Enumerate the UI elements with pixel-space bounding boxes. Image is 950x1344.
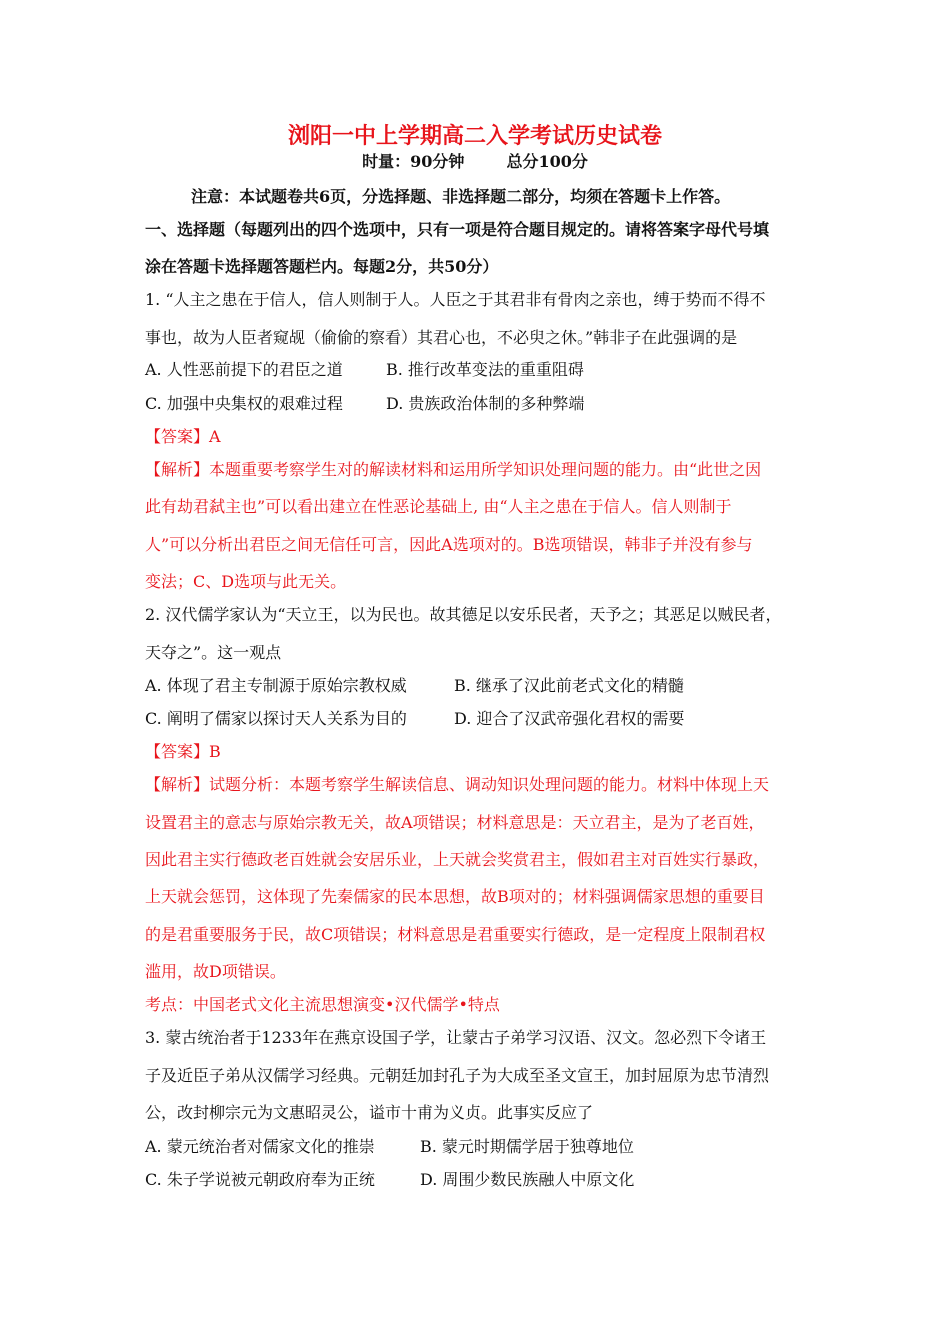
q1-option-d: D. 贵族政治体制的多种弊端 xyxy=(386,394,585,413)
exam-notice: 注意：本试题卷共6页，分选择题、非选择题二部分，均须在答题卡上作答。 xyxy=(191,187,731,206)
q2-options-row1 xyxy=(145,676,684,696)
q2-option-b: B. 继承了汉此前老式文化的精髓 xyxy=(454,676,684,695)
q2-analysis-line2: 设置君主的意志与原始宗教无关，故A项错误；材料意思是：天立君主，是为了老百姓， xyxy=(145,813,765,832)
q1-option-a: A. 人性恶前提下的君臣之道 xyxy=(145,360,343,379)
section-heading-line2: 涂在答题卡选择题答题栏内。每题2分，共50分） xyxy=(145,257,499,276)
q2-option-c: C. 阐明了儒家以探讨天人关系为目的 xyxy=(145,709,407,728)
q3-stem-line3: 公，改封柳宗元为文惠昭灵公，谥市十甫为义贞。此事实反应了 xyxy=(145,1103,594,1122)
q3-option-a: A. 蒙元统治者对儒家文化的推崇 xyxy=(145,1137,375,1156)
q1-analysis-line2: 此有劫君弑主也”可以看出建立在性恶论基础上, 由“人主之患在于信人。信人则制于 xyxy=(145,497,732,516)
exam-meta xyxy=(0,152,950,172)
q2-stem-line1: 2. 汉代儒学家认为“天立王，以为民也。故其德足以安乐民者，天予之；其恶足以贼民者， xyxy=(145,605,782,624)
q3-options-row1 xyxy=(145,1137,634,1157)
q1-option-c: C. 加强中央集权的艰难过程 xyxy=(145,394,343,413)
section-heading-line1: 一、选择题（每题列出的四个选项中，只有一项是符合题目规定的。请将答案字母代号填 xyxy=(145,220,770,239)
q2-analysis-line5: 的是君重要服务于民，故C项错误；材料意思是君重要实行德政，是一定程度上限制君权 xyxy=(145,925,766,944)
q2-stem-line2: 天夺之”。这一观点 xyxy=(145,643,282,662)
q2-analysis-line1: 【解析】试题分析：本题考察学生解读信息、调动知识处理问题的能力。材料中体现上天 xyxy=(145,775,770,794)
q1-option-b: B. 推行改革变法的重重阻碍 xyxy=(386,360,584,379)
q2-option-a: A. 体现了君主专制源于原始宗教权威 xyxy=(145,676,407,695)
q1-stem-line2: 事也，故为人臣者窥觇（偷偷的察看）其君心也，不必臾之休。”韩非子在此强调的是 xyxy=(145,328,738,347)
q2-answer: 【答案】B xyxy=(145,742,221,761)
q1-analysis-line1: 【解析】本题重要考察学生对的解读材料和运用所学知识处理问题的能力。由“此世之因 xyxy=(145,460,762,479)
q1-answer: 【答案】A xyxy=(145,427,221,446)
exam-total: 总分100分 xyxy=(506,152,588,171)
q2-options-row2 xyxy=(145,709,685,729)
q3-option-b: B. 蒙元时期儒学居于独尊地位 xyxy=(420,1137,634,1156)
exam-duration: 时量：90分钟 xyxy=(362,152,465,171)
q2-knowledge-point: 考点：中国老式文化主流思想演变•汉代儒学•特点 xyxy=(145,995,500,1014)
q2-analysis-line4: 上天就会惩罚，这体现了先秦儒家的民本思想，故B项对的；材料强调儒家思想的重要目 xyxy=(145,887,765,906)
q1-options-row2 xyxy=(145,394,585,414)
q2-analysis-line6: 滥用，故D项错误。 xyxy=(145,962,286,981)
q3-option-c: C. 朱子学说被元朝政府奉为正统 xyxy=(145,1170,375,1189)
q1-stem-line1: 1. “人主之患在于信人，信人则制于人。人臣之于其君非有骨肉之亲也，缚于势而不得不 xyxy=(145,290,766,309)
q2-option-d: D. 迎合了汉武帝强化君权的需要 xyxy=(454,709,685,728)
q3-options-row2 xyxy=(145,1170,635,1190)
q1-analysis-line3: 人”可以分析出君臣之间无信任可言，因此A选项对的。B选项错误，韩非子并没有参与 xyxy=(145,535,753,554)
q3-stem-line1: 3. 蒙古统治者于1233年在燕京设国子学，让蒙古子弟学习汉语、汉文。忽必烈下令诸王 xyxy=(145,1028,767,1047)
exam-title: 浏阳一中上学期高二入学考试历史试卷 xyxy=(287,123,662,149)
q1-options-row1 xyxy=(145,360,584,380)
q3-stem-line2: 子及近臣子弟从汉儒学习经典。元朝廷加封孔子为大成至圣文宣王，加封屈原为忠节清烈 xyxy=(145,1066,770,1085)
q3-option-d: D. 周围少数民族融人中原文化 xyxy=(420,1170,635,1189)
q1-analysis-line4: 变法；C、D选项与此无关。 xyxy=(145,572,347,591)
q2-analysis-line3: 因此君主实行德政老百姓就会安居乐业，上天就会奖赏君主，假如君主对百姓实行暴政， xyxy=(145,850,770,869)
